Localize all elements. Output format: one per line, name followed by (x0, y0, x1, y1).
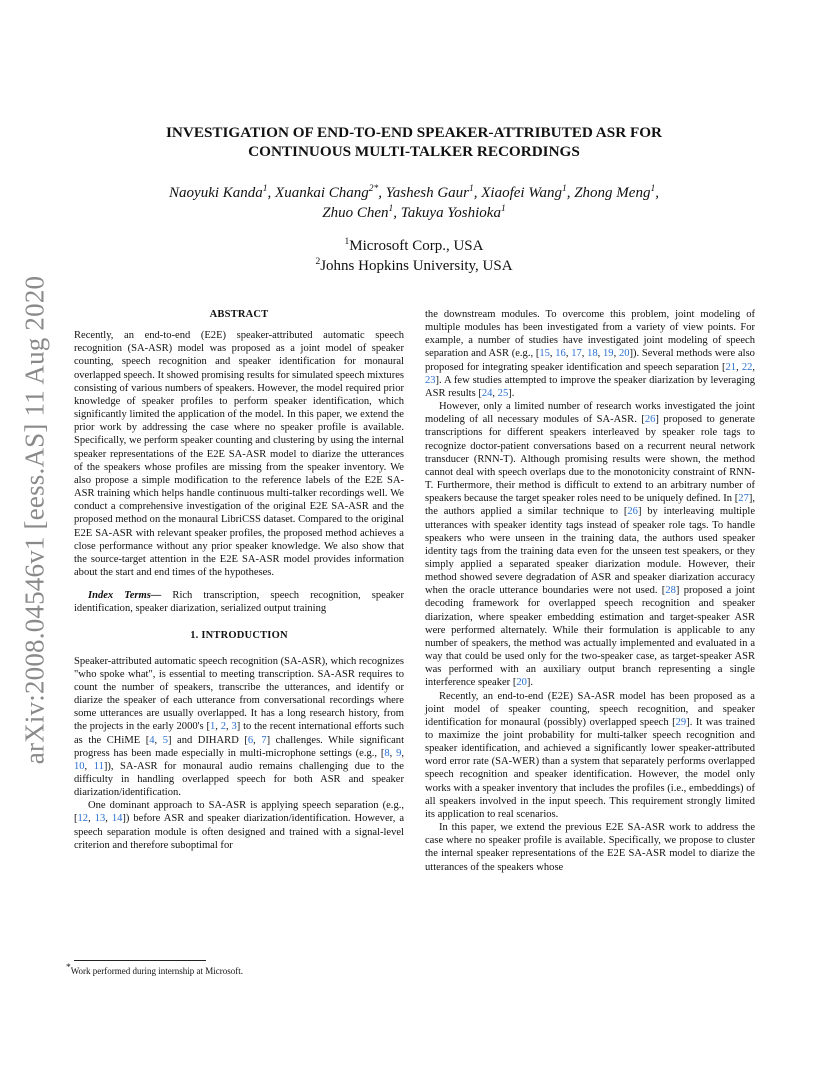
body-paragraph: Recently, an end-to-end (E2E) SA-ASR model has been proposed as a joint model of speaker counting, speech recognition, and speaker identification for monaural (possibly) overlapped speech [29]. It was trained to maximize the joint probability for multi-talker speech recognition and speaker identification, and achieved a significantly lower speaker-attributed word error rate (SA-WER) than a system that separately performs overlapped speech recognition and speaker identification. However, the model only works with a speaker inventory that includes the profiles (i.e., embeddings) of all speakers involved in the input speech. This requirement strongly limited its application to real scenarios. (425, 690, 755, 820)
body-paragraph: However, only a limited number of research works investigated the joint modeling of all necessary modules of SA-ASR. [26] proposed to generate transcriptions for different speakers interleaved by speaker role tags to recognize doctor-patient conversations based on a recurrent neural network transducer (RNN-T). Although promising results were shown, the method cannot deal with speech overlaps due to the monotonicity constraint of RNN-T. Furthermore, their method is difficult to extend to an arbitrary number of speakers because the target speaker roles need to be uniquely defined. In [27], the authors applied a similar technique to [26] by interleaving multiple utterances with speaker identity tags instead of speaker role tags. To handle speakers who were unseen in the training data, the authors used speaker identity tags from the training data even for the unseen test speakers, or they simply applied a separated speaker diarization module. However, their method showed severe degradation of ASR and speaker diarization accuracy when the oracle utterance boundaries were not used. [28] proposed a joint decoding framework for overlapped speech recognition and speaker diarization, where speaker embedding estimation and target-speaker ASR were performed alternately. While their formulation is applicable to any number of speakers, the method was actually implemented and evaluated in a way that could be used only for the two-speaker case, as target-speaker ASR was performed with an auxiliary output branch representing a single interference speaker [20]. (425, 401, 755, 689)
affil-mark: 2 (315, 257, 321, 267)
citation-link[interactable]: 1 (209, 721, 216, 733)
index-terms-label: Index Terms— (88, 590, 162, 602)
abstract-heading: ABSTRACT (209, 309, 269, 320)
arxiv-identifier: arXiv:2008.04546v1 [eess.AS] 11 Aug 2020 (19, 275, 50, 765)
footnote (66, 963, 396, 977)
citation-link[interactable]: 20 (618, 348, 630, 360)
citation-link[interactable]: 15 (539, 348, 550, 360)
author-affil-mark: 1 (650, 184, 656, 194)
citation-link[interactable]: 13 (94, 813, 106, 825)
citation-link[interactable]: 7 (261, 734, 267, 746)
author-name: Naoyuki Kanda (169, 185, 263, 201)
author-name: Xuankai Chang (275, 185, 369, 201)
author-list (100, 183, 728, 223)
footnote-text: Work performed during internship at Microsoft. (70, 966, 243, 976)
citation-link[interactable]: 23 (425, 374, 436, 386)
intro-paragraph: One dominant approach to SA-ASR is applying speech separation (e.g., [12, 13, 14]) before ASR and speaker diarization/identification. However, a speech separation module is often designed and trained with a signal-level criterion and therefore suboptimal for (74, 800, 405, 851)
affil-name: Johns Hopkins University, USA (320, 258, 513, 274)
citation-link[interactable]: 27 (738, 493, 749, 505)
index-terms-text: Rich transcription, speech recognition, speaker identification, speaker diarization, serialized output training (74, 590, 405, 615)
citation-link[interactable]: 9 (396, 747, 402, 759)
citation-link[interactable]: 14 (111, 813, 123, 825)
citation-link[interactable]: 11 (93, 760, 104, 772)
citation-link[interactable]: 17 (571, 348, 582, 360)
citation-link[interactable]: 25 (497, 387, 509, 399)
author-affil-mark: 1 (469, 184, 474, 194)
right-column (425, 308, 755, 874)
citation-link[interactable]: 22 (741, 361, 753, 373)
author-name: Xiaofei Wang (481, 185, 562, 201)
paper-title (100, 124, 728, 161)
author-affil-mark: 1 (388, 204, 394, 214)
citation-link[interactable]: 5 (162, 734, 168, 746)
intro-paragraph: Speaker-attributed automatic speech recognition (SA-ASR), which recognizes "who spoke what", is essential to meeting transcription. SA-ASR requires to count the number of speakers, transcribe the utterances, and identify or diarize the speaker of each utterance from conversational recordings where some utterances are usually overlapped. It has a long research history, from the projects in the early 2000's [1, 2, 3] to the recent international efforts such as the CHiME [4, 5] and DIHARD [6, 7] challenges. While significant progress has been made especially in multi-microphone settings (e.g., [8, 9, 10, 11]), SA-ASR for monaural audio remains challenging due to the difficulty in handling overlapped speech for both ASR and speaker diarization/identification. (74, 655, 404, 799)
affil-mark: 1 (344, 237, 350, 247)
author-name: Yashesh Gaur (385, 185, 469, 201)
citation-link[interactable]: 26 (644, 414, 656, 426)
citation-link[interactable]: 16 (555, 348, 566, 360)
affiliation (100, 236, 728, 256)
citation-link[interactable]: 2 (220, 721, 226, 733)
citation-link[interactable]: 4 (149, 734, 155, 746)
citation-link[interactable]: 19 (603, 348, 614, 360)
citation-link[interactable]: 8 (384, 747, 390, 759)
citation-link[interactable]: 26 (627, 506, 638, 518)
affiliations (100, 236, 728, 276)
title-line-1: INVESTIGATION OF END-TO-END SPEAKER-ATTRIBUTED ASR FOR (165, 124, 663, 141)
citation-link[interactable]: 20 (516, 677, 527, 689)
author-affil-mark: 1 (561, 184, 567, 194)
citation-link[interactable]: 12 (77, 813, 89, 825)
author-affil-mark: 1 (500, 204, 506, 214)
intro-heading: 1. INTRODUCTION (190, 630, 288, 642)
citation-link[interactable]: 24 (481, 387, 493, 399)
abstract-text: Recently, an end-to-end (E2E) speaker-attributed automatic speech recognition (SA-ASR) model was proposed as a joint model of speaker counting, speech recognition and speaker identification for monaural overlapped speech. It showed promising results for simulated speech mixtures consisting of various numbers of speakers. However, the model required prior knowledge of speaker profiles to perform speaker identification, which significantly limited the application of the model. In this paper, we extend the prior work by addressing the case where no speaker profile is available. Specifically, we perform speaker counting and clustering by using the internal speaker representations of the E2E SA-ASR model to diarize the utterances of the speakers whose profiles are missing from the speaker inventory. We also propose a simple modification to the reference labels of the E2E SA-ASR training which helps handle continuous multi-talker recordings well. We conduct a comprehensive investigation of the original E2E SA-ASR and the proposed method on the monaural LibriCSS dataset. Compared to the original E2E SA-ASR with relevant speaker profiles, the proposed method achieves a close performance without any prior speaker knowledge. We also show that the source-target attention in the E2E SA-ASR model provides information about the start and end times of the hypotheses. (74, 330, 404, 578)
author-name: Takuya Yoshioka (400, 205, 501, 221)
citation-link[interactable]: 21 (725, 361, 737, 373)
title-line-2: CONTINUOUS MULTI-TALKER RECORDINGS (248, 142, 580, 160)
citation-link[interactable]: 10 (74, 760, 85, 772)
affiliation (100, 256, 728, 276)
left-column (74, 308, 404, 852)
affil-name: Microsoft Corp., USA (349, 238, 484, 254)
footnote-rule (74, 960, 206, 961)
author-name: Zhuo Chen (322, 205, 389, 221)
body-paragraph: In this paper, we extend the previous E2E SA-ASR work to address the case where no speaker profile is available. Specifically, we propose to cluster the internal speaker representations of the E2E SA-ASR model to diarize the utterances of the speakers whose (425, 822, 755, 873)
index-terms (74, 589, 404, 615)
authors-line-1: Naoyuki Kanda$^1$, Xuankai Chang$^{2*}$, Yashesh Gaur$^1$, Xiaofei Wang$^1$, Zhong Meng$^1$, (169, 184, 659, 201)
author-affil-mark: 2* (368, 184, 379, 194)
authors-line-2: Zhuo Chen$^1$, Takuya Yoshioka$^1$ (322, 204, 506, 221)
citation-link[interactable]: 29 (675, 716, 687, 728)
citation-link[interactable]: 6 (247, 734, 254, 746)
author-name: Zhong Meng (574, 185, 651, 201)
citation-link[interactable]: 18 (587, 348, 598, 360)
arxiv-sidebar (10, 270, 60, 770)
citation-link[interactable]: 3 (231, 721, 237, 733)
footnote-mark: * (66, 963, 71, 973)
author-affil-mark: 1 (262, 184, 268, 194)
citation-link[interactable]: 28 (665, 585, 676, 597)
body-paragraph: the downstream modules. To overcome this problem, joint modeling of multiple modules has been investigated from a variety of view points. For example, a number of studies have investigated joint modeling of speech separation and ASR (e.g., [15, 16, 17, 18, 19, 20]). Several methods were also proposed for integrating speaker identification and speech separation [21, 22, 23]. A few studies attempted to improve the speaker diarization by leveraging ASR results [24, 25]. (425, 309, 755, 399)
